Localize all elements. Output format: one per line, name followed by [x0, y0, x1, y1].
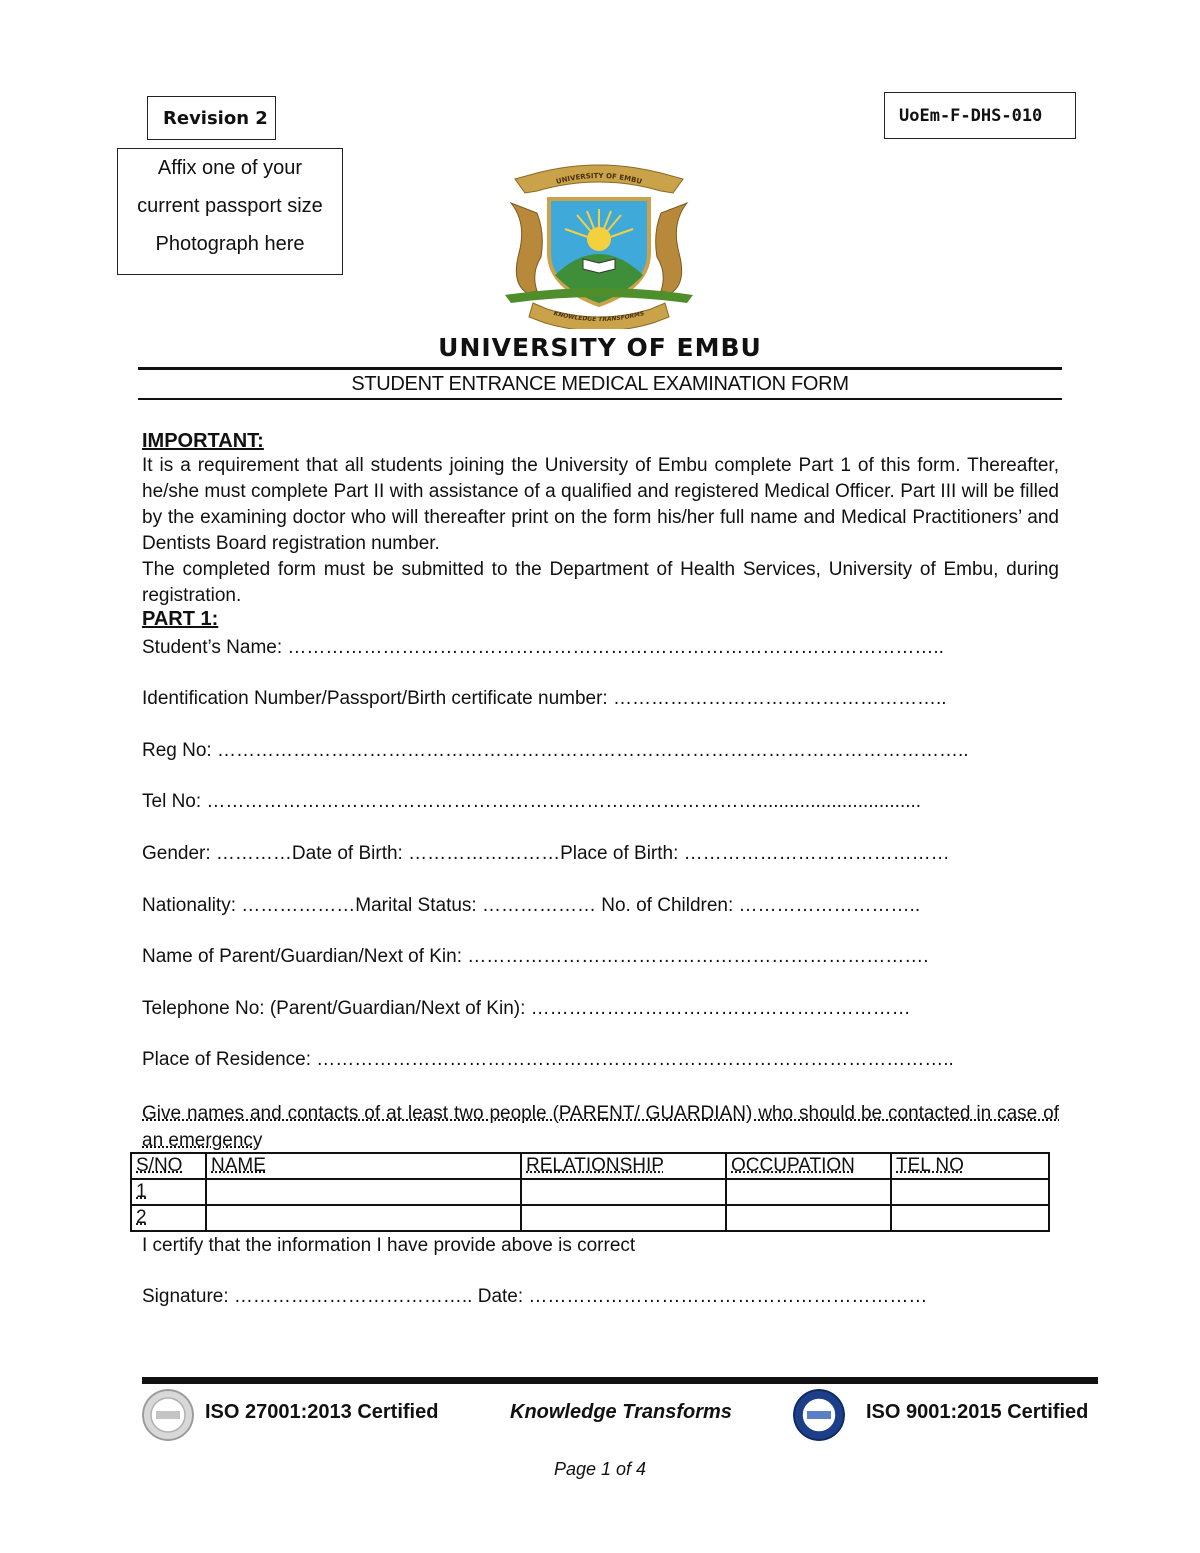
certify-statement: I certify that the information I have provide above is correct	[142, 1235, 636, 1256]
crest-top-text: UNIVERSITY OF EMBU	[555, 171, 643, 186]
emergency-contacts-table	[130, 1152, 1050, 1232]
tel-no-field[interactable]: Tel No: ……………………………………………………………………………...............................	[142, 791, 922, 812]
iso-9001-badge-icon	[793, 1389, 845, 1441]
col-occupation: OCCUPATION	[726, 1153, 891, 1179]
nationality-field[interactable]: Nationality: ………………Marital Status: ……………… No. of Children: ………………………..	[142, 895, 921, 916]
table-row	[131, 1179, 1049, 1205]
guardian-name-field[interactable]: Name of Parent/Guardian/Next of Kin: ……………………………………………………………….	[142, 946, 929, 967]
residence-field[interactable]: Place of Residence: ………………………………………………………………………………………..	[142, 1049, 954, 1070]
cell-name[interactable]	[206, 1179, 521, 1205]
cell-relationship[interactable]	[521, 1179, 726, 1205]
cell-tel[interactable]	[891, 1205, 1049, 1231]
part1-heading: PART 1:	[142, 608, 219, 630]
important-paragraph: It is a requirement that all students joining the University of Embu complete Part 1 of this form. Thereafter, he/she must complete Part II with assistance of a qualified and registered Medical Officer. Part III will be filled by the examining doctor who will thereafter print on the form his/her full name and Medical Practitioners’ and Dentists Board registration number.	[142, 455, 1059, 554]
table-row	[131, 1205, 1049, 1231]
photo-instruction-line: Affix one of your	[157, 157, 303, 179]
cell-relationship[interactable]	[521, 1205, 726, 1231]
cell-name[interactable]	[206, 1205, 521, 1231]
page-number: Page 1 of 4	[553, 1459, 647, 1479]
row-number: 1	[131, 1179, 206, 1205]
footer-rule	[142, 1377, 1098, 1384]
footer-motto: Knowledge Transforms	[510, 1401, 732, 1423]
iso-27001-label: ISO 27001:2013 Certified	[205, 1401, 439, 1423]
university-crest	[497, 163, 701, 329]
id-number-field[interactable]: Identification Number/Passport/Birth certificate number: ……………………………………………..	[142, 688, 947, 709]
university-name: UNIVERSITY OF EMBU	[438, 333, 762, 362]
cell-occupation[interactable]	[726, 1205, 891, 1231]
table-header-row	[131, 1153, 1049, 1179]
col-sno: S/NO	[131, 1153, 206, 1179]
title-rule-top	[138, 367, 1062, 370]
col-relationship: RELATIONSHIP	[521, 1153, 726, 1179]
form-code: UoEm-F-DHS-010	[884, 92, 1076, 139]
passport-photo-box	[117, 148, 343, 275]
emergency-instruction: Give names and contacts of at least two people (PARENT/ GUARDIAN) who should be contacted in case of an emergency	[142, 1103, 1059, 1151]
col-tel: TEL NO	[891, 1153, 1049, 1179]
important-heading: IMPORTANT:	[142, 430, 264, 452]
student-name-field[interactable]: Student’s Name: …………………………………………………………………………………………..	[142, 637, 944, 658]
iso-27001-badge-icon	[142, 1389, 194, 1441]
submission-paragraph: The completed form must be submitted to the Department of Health Services, University of Embu, during registration.	[142, 559, 1059, 606]
gender-dob-field[interactable]: Gender: …………Date of Birth: ……………………Place of Birth: ……………………………………	[142, 843, 950, 864]
form-title: STUDENT ENTRANCE MEDICAL EXAMINATION FORM	[351, 373, 849, 395]
guardian-tel-field[interactable]: Telephone No: (Parent/Guardian/Next of Kin): ……………………………………………………	[142, 998, 911, 1019]
iso-9001-label: ISO 9001:2015 Certified	[866, 1401, 1089, 1423]
col-name: NAME	[206, 1153, 521, 1179]
title-rule-bottom	[138, 398, 1062, 400]
revision-label: Revision 2	[147, 96, 276, 140]
reg-no-field[interactable]: Reg No: ………………………………………………………………………………………………………..	[142, 740, 969, 761]
row-number: 2	[131, 1205, 206, 1231]
photo-instruction-line: current passport size	[137, 195, 323, 217]
cell-occupation[interactable]	[726, 1179, 891, 1205]
crest-motto: KNOWLEDGE TRANSFORMS	[552, 310, 646, 324]
signature-date-field[interactable]: Signature: ……………………………….. Date: ………………………………………………………	[142, 1286, 928, 1307]
photo-instruction-line: Photograph here	[155, 233, 305, 255]
cell-tel[interactable]	[891, 1179, 1049, 1205]
